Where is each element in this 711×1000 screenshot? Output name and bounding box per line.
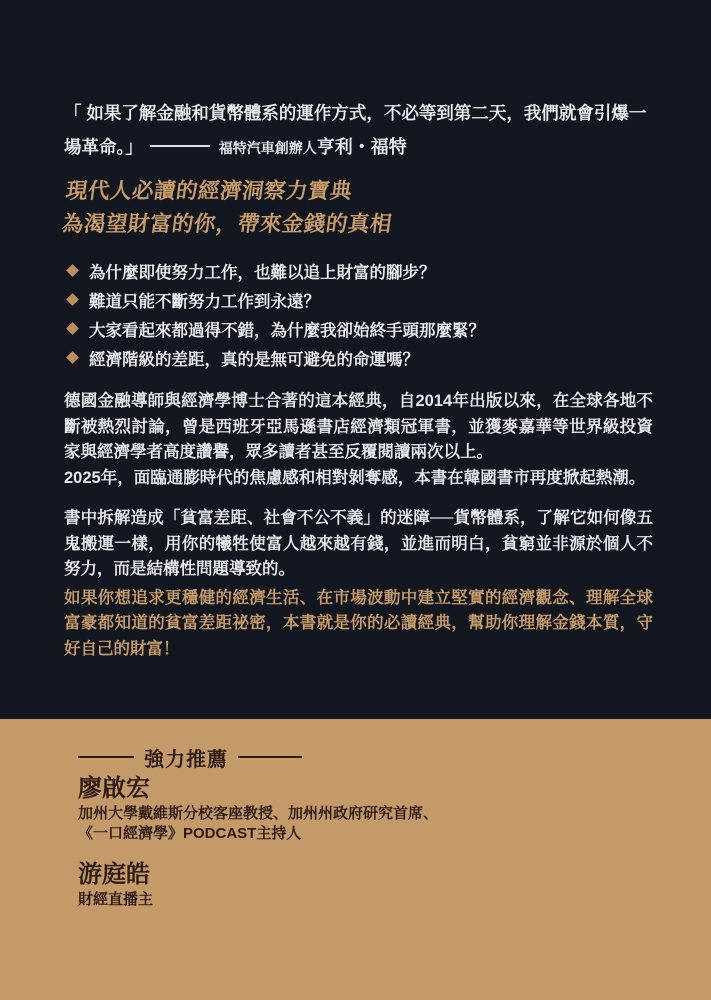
endorser-name: 廖啟宏 xyxy=(78,775,150,802)
list-item xyxy=(64,256,653,285)
endorser-title: 加州大學戴維斯分校客座教授、加州州政府研究首席、 xyxy=(78,805,439,822)
endorser xyxy=(78,774,653,844)
divider-line xyxy=(238,756,302,758)
paragraph-body: 書中拆解造成「貧富差距、社會不公不義」的迷障──貨幣體系，了解它如何像五鬼搬運一樣，用你的犧牲使富人越來越有錢，並進而明白，貧窮並非源於個人不努力，而是結構性問題導致的。 xyxy=(64,509,653,578)
headline-line1: 現代人必讀的經濟洞察力寶典 xyxy=(64,179,354,203)
bullet-text: 經濟階級的差距，真的是無可避免的命運嗎？ xyxy=(89,350,419,369)
list-item xyxy=(64,314,653,343)
endorsement-section xyxy=(0,719,711,1000)
paragraph-korea: 2025年，面臨通膨時代的焦慮感和相對剝奪感，本書在韓國書市再度掀起熱潮。 xyxy=(64,468,646,487)
paragraph-highlight: 如果你想追求更穩健的經濟生活、在市場波動中建立堅實的經濟觀念、理解全球富豪都知道的貧富差距祕密，本書就是你的必讀經典，幫助你理解金錢本質，守好自己的財富！ xyxy=(64,588,653,658)
quote-text: 「 如果了解金融和貨幣體系的運作方式，不必等到第二天，我們就會引爆一場革命。」 xyxy=(64,103,647,157)
endorser-name: 游庭皓 xyxy=(78,861,150,888)
endorser xyxy=(78,860,653,910)
endorser-title: 財經直播主 xyxy=(78,891,154,908)
list-item xyxy=(64,343,653,372)
paragraph-intro: 德國金融導師與經濟學博士合著的這本經典，自2014年出版以來，在全球各地不斷被熱烈討論，曾是西班牙亞馬遜書店經濟類冠軍書，並獲麥嘉華等世界級投資家與經濟學者高度讚譽，眾多讀者甚至反覆閱讀兩次以上。 xyxy=(64,392,653,461)
diamond-bullet-icon xyxy=(66,293,79,306)
endorser-title: 《一口經濟學》PODCAST主持人 xyxy=(78,825,302,842)
bullet-text: 為什麼即使努力工作，也難以追上財富的腳步？ xyxy=(89,263,436,282)
diamond-bullet-icon xyxy=(66,264,79,277)
headline xyxy=(60,175,657,241)
endorsement-title: 強力推薦 xyxy=(144,748,228,771)
question-list xyxy=(64,256,653,372)
attribution-dash-line xyxy=(150,145,210,147)
attribution-name: 亨利・福特 xyxy=(316,137,407,157)
endorsement-heading xyxy=(78,745,653,769)
list-item xyxy=(64,285,653,314)
diamond-bullet-icon xyxy=(66,351,79,364)
bullet-text: 大家看起來都過得不錯，為什麼我卻始終手頭那麼緊？ xyxy=(89,321,485,340)
headline-line2: 為渴望財富的你，帶來金錢的真相 xyxy=(60,212,394,236)
bullet-text: 難道只能不斷努力工作到永遠？ xyxy=(89,292,320,311)
press-quote xyxy=(64,96,653,165)
diamond-bullet-icon xyxy=(66,322,79,335)
divider-line xyxy=(78,756,134,758)
attribution-role: 福特汽車創辦人 xyxy=(218,140,317,156)
